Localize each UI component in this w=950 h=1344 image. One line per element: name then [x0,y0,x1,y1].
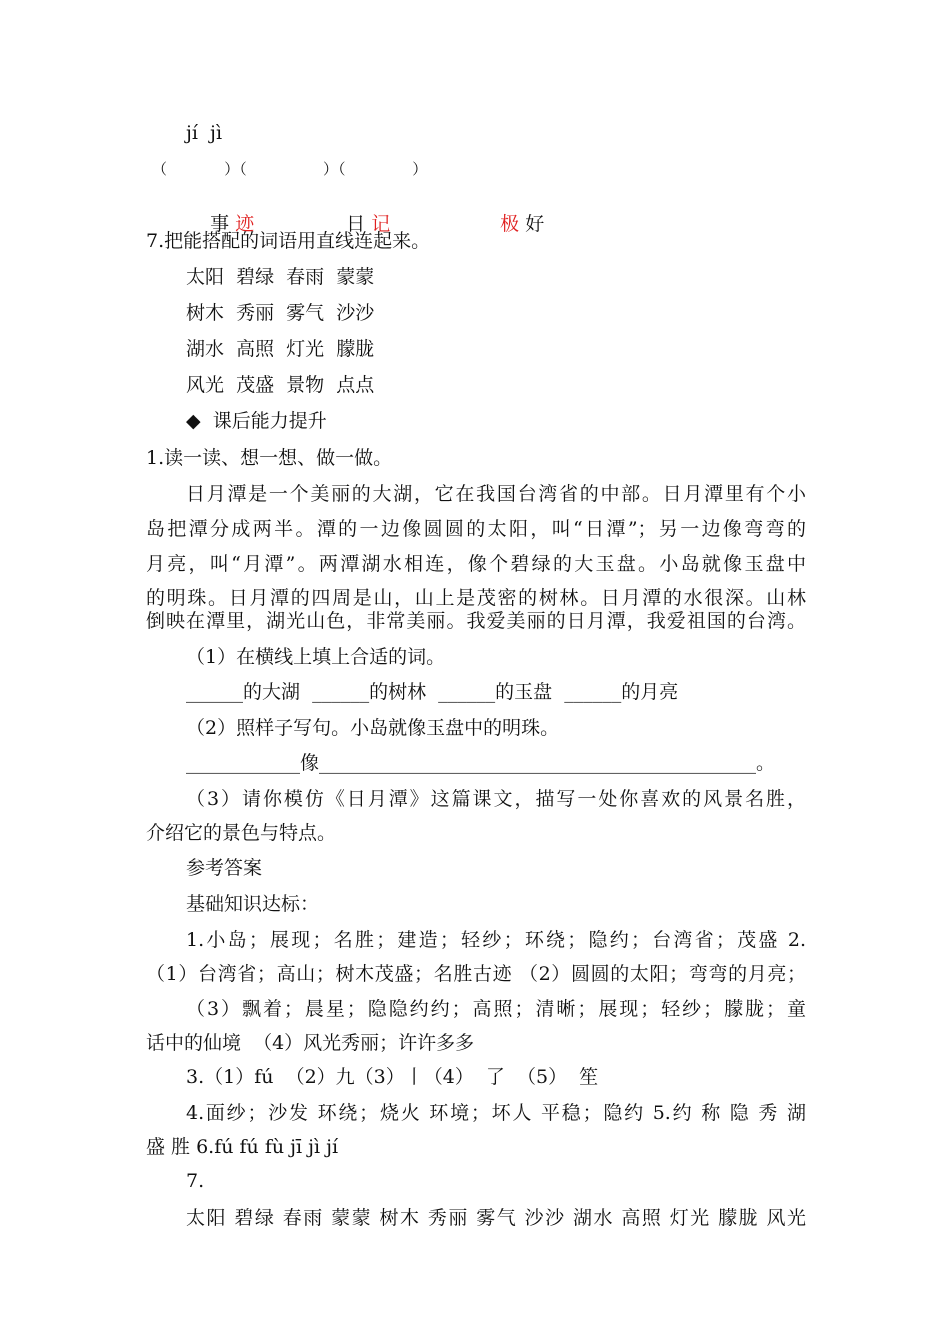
sub-question-3-line-1: （3）请你模仿《日月潭》这篇课文，描写一处你喜欢的风景名胜， [186,788,806,810]
q7-row-4: 风光 茂盛 景物 点点 [186,374,375,396]
answer-brackets-row: （ ）（ ）（ ） [152,160,428,178]
answer-line-4: 话中的仙境 （4）风光秀丽；许许多多 [146,1032,475,1054]
question-1-title: 1.读一读、想一想、做一做。 [146,447,393,469]
sub-question-1-blanks: ______的大湖 ______的树林 ______的玉盘 ______的月亮 [186,681,679,703]
q7-row-1: 太阳 碧绿 春雨 蒙蒙 [186,266,375,288]
answer-line-6: 4.面纱；沙发 环绕；烧火 环境；坏人 平稳；隐约 5.约 称 隐 秀 湖 [186,1102,806,1124]
passage-line-2: 岛把潭分成两半。潭的一边像圆圆的太阳，叫“日潭”；另一边像弯弯的 [146,518,806,540]
passage-line-1: 日月潭是一个美丽的大湖，它在我国台湾省的中部。日月潭里有个小 [186,483,806,505]
word-3-char-2: 好 [525,213,545,235]
word-2-char-2: 记 [371,213,391,235]
passage-line-5: 倒映在潭里，湖光山色，非常美丽。我爱美丽的日月潭，我爱祖国的台湾。 [146,610,806,632]
q7-row-2: 树木 秀丽 雾气 沙沙 [186,302,375,324]
question-7-title: 7.把能搭配的词语用直线连起来。 [146,230,431,252]
answer-line-1: 1.小岛；展现；名胜；建造；轻纱；环绕；隐约；台湾省；茂盛 2. [186,929,806,951]
section-title: ◆ 课后能力提升 [186,410,327,432]
answer-line-2: （1）台湾省；高山；树木茂盛；名胜古迹 （2）圆圆的太阳；弯弯的月亮； [146,963,806,985]
basic-knowledge-title: 基础知识达标： [186,893,320,915]
word-3-char-1: 极 [500,213,520,235]
answer-line-8: 7. [186,1170,205,1192]
sub-question-3-line-2: 介绍它的景色与特点。 [146,822,337,844]
passage-line-3: 月亮，叫“月潭”。两潭湖水相连，像个碧绿的大玉盘。小岛就像玉盘中 [146,553,806,575]
answer-line-7: 盛 胜 6.fú fú fù jī jì jí [146,1136,339,1158]
answers-title: 参考答案 [186,857,263,879]
answer-line-3: （3）飘着；晨星；隐隐约约；高照；清晰；展现；轻纱；朦胧；童 [186,998,806,1020]
passage-line-4: 的明珠。日月潭的四周是山，山上是茂密的树林。日月潭的水很深。山林 [146,587,806,609]
word-1-char-1: 事 [210,213,230,235]
answer-line-9: 太阳 碧绿 春雨 蒙蒙 树木 秀丽 雾气 沙沙 湖水 高照 灯光 朦胧 风光 [186,1207,806,1229]
q7-row-3: 湖水 高照 灯光 朦胧 [186,338,375,360]
sub-question-2-blank: ____________像______________________________________________。 [186,752,776,774]
sub-question-1-title: （1）在横线上填上合适的词。 [186,646,446,668]
word-1-char-2: 迹 [235,213,255,235]
pinyin-row: jí jì [186,122,223,144]
word-3 [476,196,544,253]
sub-question-2-title: （2）照样子写句。小岛就像玉盘中的明珠。 [186,717,560,739]
word-2-char-1: 日 [346,213,366,235]
answer-line-5: 3.（1）fú （2）九（3）丨（4） 了 （5） 笙 [186,1066,599,1088]
